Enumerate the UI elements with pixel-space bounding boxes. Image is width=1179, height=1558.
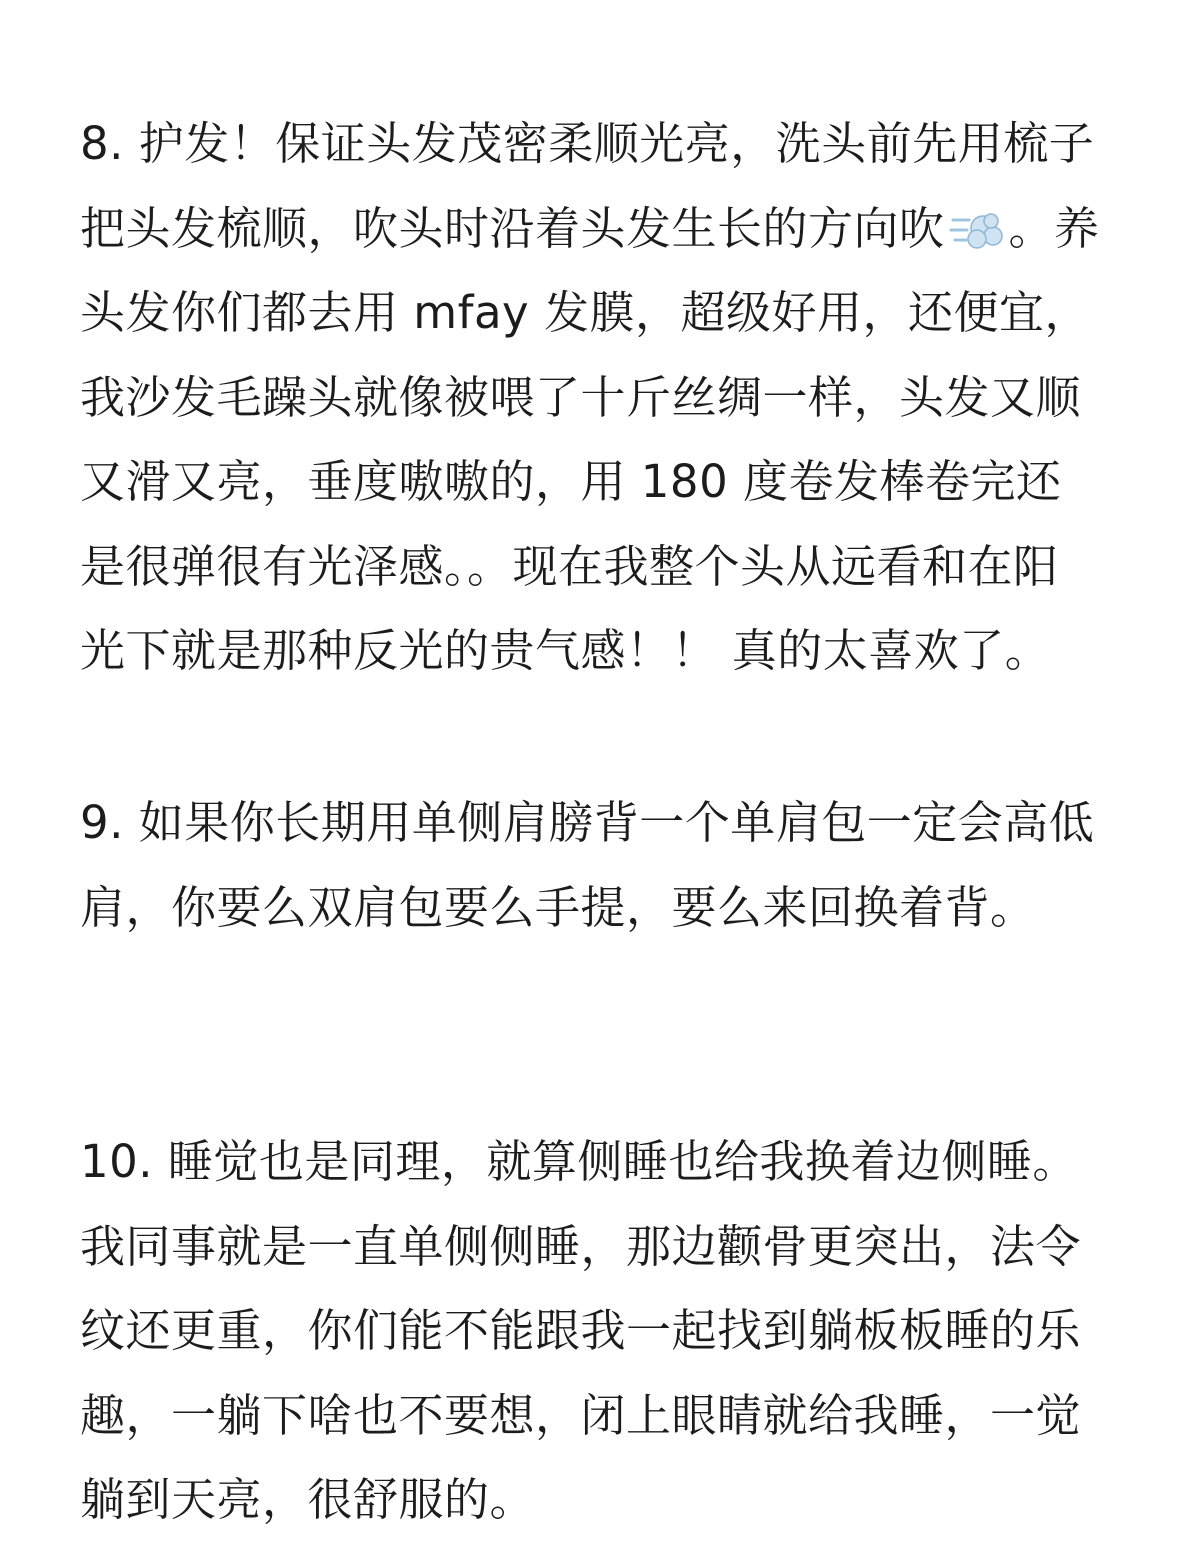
paragraph-spacer [80,697,1100,781]
tip-8-text-start: 8. 护发！保证头发茂密柔顺光亮，洗头前先用梳子把头发梳顺，吹头时沿着头发生长的方向吹 [80,117,1095,255]
article-body [80,102,1100,1543]
tip-9-paragraph: 9. 如果你长期用单侧肩膀背一个单肩包一定会高低肩，你要么双肩包要么手提，要么来回换着背。 [80,796,1095,934]
dash-wind-icon [949,206,1005,254]
tip-10-paragraph: 10. 睡觉也是同理，就算侧睡也给我换着边侧睡。我同事就是一直单侧侧睡，那边颧骨更突出，法令纹还更重，你们能不能跟我一起找到躺板板睡的乐趣，一躺下啥也不要想，闭上眼睛就给我睡，一觉躺到天亮，很舒服的。 [80,1135,1082,1526]
tip-8-text-end: 。养头发你们都去用 mfay 发膜，超级好用，还便宜，我沙发毛躁头就像被喂了十斤丝绸一样，头发又顺又滑又亮，垂度嗷嗷的，用 180 度卷发棒卷完还是很弹很有光泽感。。现在我整个头从远看和在阳光下就是那种反光的贵气感！！ 真的太喜欢了。 [80,201,1100,677]
tip-8-paragraph [80,102,1100,697]
paragraph-spacer [80,1036,1100,1120]
